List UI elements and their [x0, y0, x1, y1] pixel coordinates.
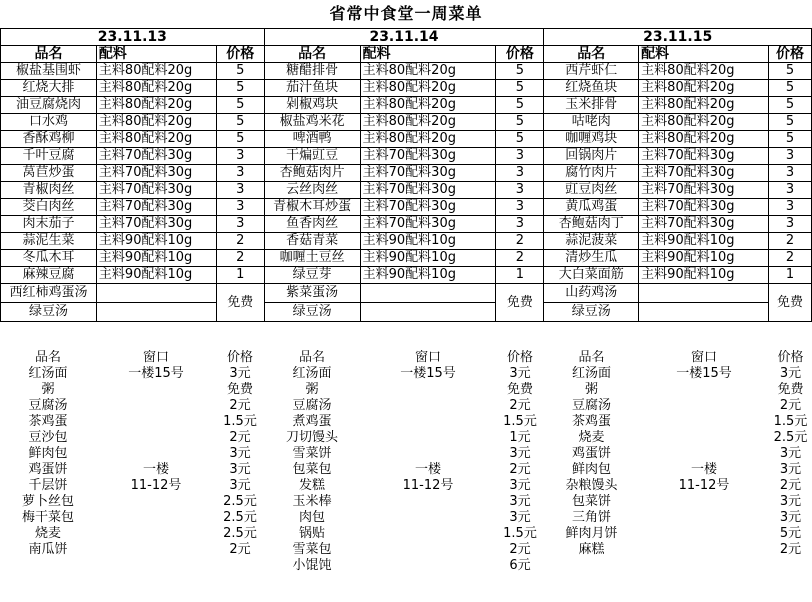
dish-price: 5	[496, 80, 544, 97]
breakfast-item-price	[769, 558, 812, 574]
dish-price: 1	[496, 267, 544, 284]
breakfast-item-price: 2元	[779, 542, 802, 557]
noodle-row	[0, 366, 812, 382]
dish-name: 蒜泥菠菜	[544, 233, 639, 250]
dish-name: 西芹虾仁	[544, 63, 639, 80]
dish-spec: 主料80配料20g	[96, 80, 216, 97]
dish-price: 1	[768, 267, 811, 284]
dish-spec: 主料90配料10g	[360, 267, 496, 284]
table-row	[1, 233, 812, 250]
spec-header: 配料	[96, 46, 216, 63]
soup-spec-empty	[96, 303, 216, 322]
day-date: 23.11.13	[1, 29, 265, 46]
lunch-menu-table	[0, 28, 812, 322]
table-row	[1, 267, 812, 284]
dish-name: 干煸豇豆	[264, 148, 360, 165]
table-row	[1, 97, 812, 114]
breakfast-menu-table	[0, 350, 812, 574]
date-row	[1, 29, 812, 46]
breakfast-item-name	[0, 558, 96, 574]
breakfast-item-name: 烧麦	[34, 526, 61, 541]
table-gap	[0, 326, 812, 350]
dish-spec: 主料90配料10g	[96, 233, 216, 250]
dish-price: 5	[768, 80, 811, 97]
breakfast-price-header: 价格	[777, 350, 804, 365]
dish-spec: 主料80配料20g	[639, 131, 769, 148]
noodle-name: 红汤面	[28, 366, 68, 381]
page-title: 省常中食堂一周菜单	[329, 4, 483, 23]
dish-spec: 主料90配料10g	[96, 250, 216, 267]
dish-price: 3	[216, 165, 264, 182]
breakfast-item-price: 1.5元	[773, 414, 808, 429]
dish-price: 3	[216, 182, 264, 199]
dish-name: 豇豆肉丝	[544, 182, 639, 199]
dish-spec: 主料90配料10g	[639, 233, 769, 250]
dish-spec: 主料80配料20g	[639, 97, 769, 114]
breakfast-window-header: 窗口	[414, 350, 441, 365]
dish-price: 2	[496, 250, 544, 267]
breakfast-item-name: 鸡蛋饼	[28, 462, 68, 477]
table-row	[1, 250, 812, 267]
window-floor: 一楼	[414, 462, 441, 477]
dish-spec: 主料80配料20g	[96, 131, 216, 148]
breakfast-item-name: 粥	[41, 382, 55, 397]
dish-name: 红烧鱼块	[544, 80, 639, 97]
dish-name: 咖喱鸡块	[544, 131, 639, 148]
dish-spec: 主料80配料20g	[639, 80, 769, 97]
dish-price: 5	[768, 131, 811, 148]
noodle-price: 3元	[509, 366, 531, 381]
noodle-price: 3元	[779, 366, 802, 381]
breakfast-price-header: 价格	[506, 350, 533, 365]
dish-spec: 主料80配料20g	[96, 114, 216, 131]
breakfast-item-name: 鸡蛋饼	[571, 446, 611, 461]
dish-spec: 主料70配料30g	[96, 182, 216, 199]
breakfast-item-name: 鲜肉包	[28, 446, 68, 461]
breakfast-item-price: 2.5元	[223, 510, 257, 525]
soup-row	[1, 284, 812, 303]
breakfast-item-price: 3元	[229, 446, 251, 461]
breakfast-item-price: 6元	[509, 558, 531, 573]
dish-spec: 主料80配料20g	[360, 131, 496, 148]
spec-header: 配料	[360, 46, 496, 63]
breakfast-name-header: 品名	[578, 350, 605, 365]
breakfast-item-price: 3元	[509, 478, 531, 493]
dish-price: 2	[216, 250, 264, 267]
breakfast-item-price: 5元	[779, 526, 802, 541]
noodle-window: 一楼15号	[676, 366, 732, 381]
dish-price: 5	[496, 97, 544, 114]
dish-name: 黄瓜鸡蛋	[544, 199, 639, 216]
breakfast-item-name: 发糕	[298, 478, 325, 493]
soup-name: 绿豆汤	[544, 303, 639, 322]
table-row	[1, 114, 812, 131]
breakfast-item-name: 豆腐汤	[28, 398, 68, 413]
breakfast-item-name	[544, 558, 639, 574]
breakfast-item-name: 粥	[305, 382, 319, 397]
window-number: 11-12号	[678, 478, 730, 493]
dish-spec: 主料90配料10g	[639, 267, 769, 284]
breakfast-window-main	[360, 382, 496, 574]
breakfast-item-name: 南瓜饼	[28, 542, 68, 557]
noodle-name: 红汤面	[292, 366, 332, 381]
dish-price: 5	[768, 63, 811, 80]
dish-spec: 主料90配料10g	[96, 267, 216, 284]
dish-price: 3	[496, 182, 544, 199]
dish-name: 茄汁鱼块	[264, 80, 360, 97]
dish-name: 麻辣豆腐	[1, 267, 97, 284]
dish-name: 玉米排骨	[544, 97, 639, 114]
breakfast-item-name: 千层饼	[28, 478, 68, 493]
breakfast-item-price: 2元	[229, 398, 251, 413]
breakfast-item-price: 2元	[229, 542, 251, 557]
breakfast-window-main	[639, 382, 769, 574]
window-number: 11-12号	[402, 478, 454, 493]
dish-price: 3	[216, 216, 264, 233]
soup-spec-empty	[360, 303, 496, 322]
dish-price: 5	[216, 80, 264, 97]
breakfast-item-name: 鲜肉月饼	[565, 526, 618, 541]
dish-price: 5	[216, 131, 264, 148]
breakfast-item-price: 3元	[779, 510, 802, 525]
dish-price: 5	[496, 114, 544, 131]
breakfast-item-name: 豆沙包	[28, 430, 68, 445]
breakfast-item-price: 2元	[229, 430, 251, 445]
price-header: 价格	[768, 46, 811, 63]
breakfast-item-name: 雪菜饼	[292, 446, 332, 461]
window-floor: 一楼	[142, 462, 169, 477]
dish-name: 蒜泥生菜	[1, 233, 97, 250]
dish-spec: 主料90配料10g	[639, 250, 769, 267]
price-header: 价格	[496, 46, 544, 63]
dish-name: 茭白肉丝	[1, 199, 97, 216]
breakfast-item-name: 雪菜包	[292, 542, 332, 557]
dish-name: 千叶豆腐	[1, 148, 97, 165]
breakfast-item-price	[216, 558, 264, 574]
dish-price: 5	[496, 63, 544, 80]
window-number: 11-12号	[130, 478, 182, 493]
dish-price: 3	[496, 199, 544, 216]
breakfast-item-name: 煮鸡蛋	[292, 414, 332, 429]
dish-spec: 主料70配料30g	[360, 182, 496, 199]
dish-spec: 主料70配料30g	[96, 148, 216, 165]
table-row	[1, 80, 812, 97]
dish-name: 香菇青菜	[264, 233, 360, 250]
dish-name: 肉末茄子	[1, 216, 97, 233]
breakfast-item-price: 3元	[779, 446, 802, 461]
breakfast-item-price: 3元	[779, 494, 802, 509]
breakfast-item-price: 2元	[779, 478, 802, 493]
breakfast-item-price: 3元	[509, 510, 531, 525]
breakfast-item-price: 1.5元	[503, 526, 537, 541]
dish-name: 鱼香肉丝	[264, 216, 360, 233]
dish-name: 清炒生瓜	[544, 250, 639, 267]
breakfast-item-price: 2元	[779, 398, 802, 413]
dish-name: 腐竹肉片	[544, 165, 639, 182]
breakfast-name-header: 品名	[298, 350, 325, 365]
dish-header: 品名	[264, 46, 360, 63]
breakfast-item-name: 麻糕	[578, 542, 605, 557]
dish-price: 3	[768, 182, 811, 199]
breakfast-item-name: 刀切馒头	[285, 430, 338, 445]
dish-price: 3	[496, 216, 544, 233]
soup-name: 西红柿鸡蛋汤	[1, 284, 97, 303]
dish-spec: 主料70配料30g	[639, 199, 769, 216]
dish-spec: 主料70配料30g	[360, 216, 496, 233]
price-header: 价格	[216, 46, 264, 63]
breakfast-item-name: 茶鸡蛋	[28, 414, 68, 429]
breakfast-window-header: 窗口	[142, 350, 169, 365]
dish-spec: 主料70配料30g	[96, 199, 216, 216]
dish-price: 5	[768, 97, 811, 114]
dish-name: 咕咾肉	[544, 114, 639, 131]
breakfast-window-header: 窗口	[690, 350, 717, 365]
dish-name: 冬瓜木耳	[1, 250, 97, 267]
table-row	[1, 63, 812, 80]
dish-spec: 主料80配料20g	[360, 97, 496, 114]
dish-spec: 主料70配料30g	[360, 148, 496, 165]
soup-free-label: 免费	[496, 284, 544, 322]
breakfast-item-name: 杂粮馒头	[565, 478, 618, 493]
dish-spec: 主料70配料30g	[639, 165, 769, 182]
breakfast-item-name: 豆腐汤	[292, 398, 332, 413]
soup-row	[1, 303, 812, 322]
breakfast-item-name: 萝卜丝包	[21, 494, 74, 509]
window-floor: 一楼	[690, 462, 717, 477]
breakfast-item-price: 3元	[229, 478, 251, 493]
breakfast-item-price: 免费	[506, 382, 533, 397]
soup-name: 绿豆汤	[1, 303, 97, 322]
breakfast-header-row	[0, 350, 812, 366]
dish-spec: 主料80配料20g	[639, 114, 769, 131]
soup-spec-empty	[360, 284, 496, 303]
dish-name: 青椒木耳炒蛋	[264, 199, 360, 216]
breakfast-item-price: 1.5元	[503, 414, 537, 429]
dish-name: 椒盐鸡米花	[264, 114, 360, 131]
dish-header: 品名	[1, 46, 97, 63]
dish-spec: 主料80配料20g	[360, 114, 496, 131]
dish-price: 3	[496, 148, 544, 165]
dish-name: 云丝肉丝	[264, 182, 360, 199]
day-date: 23.11.14	[264, 29, 544, 46]
dish-name: 红烧大排	[1, 80, 97, 97]
soup-name: 山药鸡汤	[544, 284, 639, 303]
soup-free-label: 免费	[216, 284, 264, 322]
breakfast-item-name: 粥	[584, 382, 598, 397]
dish-spec: 主料70配料30g	[360, 165, 496, 182]
breakfast-item-name: 玉米棒	[292, 494, 332, 509]
breakfast-item-price: 1元	[509, 430, 531, 445]
dish-spec: 主料80配料20g	[96, 97, 216, 114]
dish-name: 糖醋排骨	[264, 63, 360, 80]
noodle-window: 一楼15号	[128, 366, 184, 381]
breakfast-item-name: 鲜肉包	[571, 462, 611, 477]
table-row	[1, 131, 812, 148]
table-row	[1, 165, 812, 182]
breakfast-item-price: 3元	[509, 494, 531, 509]
dish-name: 口水鸡	[1, 114, 97, 131]
breakfast-item-price: 2.5元	[223, 526, 257, 541]
dish-name: 青椒肉丝	[1, 182, 97, 199]
dish-spec: 主料70配料30g	[360, 199, 496, 216]
noodle-price: 3元	[229, 366, 251, 381]
noodle-name: 红汤面	[571, 366, 611, 381]
table-row	[1, 148, 812, 165]
dish-price: 3	[768, 165, 811, 182]
dish-name: 咖喱土豆丝	[264, 250, 360, 267]
dish-price: 2	[216, 233, 264, 250]
soup-name: 绿豆汤	[264, 303, 360, 322]
dish-spec: 主料90配料10g	[360, 250, 496, 267]
soup-free-label: 免费	[768, 284, 811, 322]
table-row	[1, 216, 812, 233]
dish-spec: 主料80配料20g	[639, 63, 769, 80]
breakfast-row	[0, 382, 812, 398]
dish-price: 5	[216, 63, 264, 80]
breakfast-item-price: 3元	[509, 446, 531, 461]
dish-name: 香酥鸡柳	[1, 131, 97, 148]
dish-name: 莴苣炒蛋	[1, 165, 97, 182]
dish-price: 1	[216, 267, 264, 284]
noodle-window: 一楼15号	[400, 366, 456, 381]
dish-spec: 主料80配料20g	[96, 63, 216, 80]
dish-spec: 主料70配料30g	[639, 182, 769, 199]
breakfast-item-price: 2元	[509, 462, 531, 477]
breakfast-item-name: 梅干菜包	[21, 510, 74, 525]
breakfast-name-header: 品名	[34, 350, 61, 365]
spec-header: 配料	[639, 46, 769, 63]
day-date: 23.11.15	[544, 29, 812, 46]
dish-name: 杏鲍菇肉丁	[544, 216, 639, 233]
breakfast-item-price: 1.5元	[223, 414, 257, 429]
dish-spec: 主料70配料30g	[639, 148, 769, 165]
breakfast-item-name: 茶鸡蛋	[571, 414, 611, 429]
dish-price: 3	[768, 216, 811, 233]
table-row	[1, 182, 812, 199]
soup-spec-empty	[639, 303, 769, 322]
dish-spec: 主料80配料20g	[360, 63, 496, 80]
breakfast-item-name: 包菜包	[292, 462, 332, 477]
table-row	[1, 199, 812, 216]
dish-price: 5	[216, 97, 264, 114]
breakfast-item-price: 2元	[509, 542, 531, 557]
dish-name: 啤酒鸭	[264, 131, 360, 148]
breakfast-item-price: 3元	[229, 462, 251, 477]
dish-price: 5	[216, 114, 264, 131]
breakfast-price-header: 价格	[226, 350, 253, 365]
breakfast-item-price: 2.5元	[773, 430, 808, 445]
dish-spec: 主料70配料30g	[639, 216, 769, 233]
breakfast-item-name: 三角饼	[571, 510, 611, 525]
dish-price: 5	[768, 114, 811, 131]
dish-name: 大白菜面筋	[544, 267, 639, 284]
dish-name: 杏鲍菇肉片	[264, 165, 360, 182]
breakfast-item-price: 免费	[226, 382, 253, 397]
breakfast-item-name: 烧麦	[578, 430, 605, 445]
dish-price: 3	[768, 199, 811, 216]
soup-spec-empty	[96, 284, 216, 303]
dish-price: 2	[768, 233, 811, 250]
soup-name: 紫菜蛋汤	[264, 284, 360, 303]
dish-price: 3	[216, 199, 264, 216]
breakfast-item-name: 肉包	[298, 510, 325, 525]
breakfast-item-price: 免费	[777, 382, 804, 397]
dish-price: 3	[496, 165, 544, 182]
dish-name: 回锅肉片	[544, 148, 639, 165]
breakfast-item-name: 包菜饼	[571, 494, 611, 509]
dish-name: 剁椒鸡块	[264, 97, 360, 114]
breakfast-item-name: 豆腐汤	[571, 398, 611, 413]
column-header-row	[1, 46, 812, 63]
dish-price: 5	[496, 131, 544, 148]
soup-spec-empty	[639, 284, 769, 303]
breakfast-item-name: 小馄饨	[292, 558, 332, 573]
dish-spec: 主料90配料10g	[360, 233, 496, 250]
breakfast-item-name: 锅贴	[298, 526, 325, 541]
breakfast-window-main	[96, 382, 216, 574]
breakfast-item-price: 3元	[779, 462, 802, 477]
dish-spec: 主料70配料30g	[96, 165, 216, 182]
dish-name: 椒盐基围虾	[1, 63, 97, 80]
dish-name: 绿豆芽	[264, 267, 360, 284]
dish-header: 品名	[544, 46, 639, 63]
dish-price: 2	[768, 250, 811, 267]
breakfast-item-price: 2.5元	[223, 494, 257, 509]
dish-price: 3	[216, 148, 264, 165]
dish-price: 2	[496, 233, 544, 250]
dish-spec: 主料80配料20g	[360, 80, 496, 97]
dish-spec: 主料70配料30g	[96, 216, 216, 233]
dish-name: 油豆腐烧肉	[1, 97, 97, 114]
breakfast-item-price: 2元	[509, 398, 531, 413]
dish-price: 3	[768, 148, 811, 165]
